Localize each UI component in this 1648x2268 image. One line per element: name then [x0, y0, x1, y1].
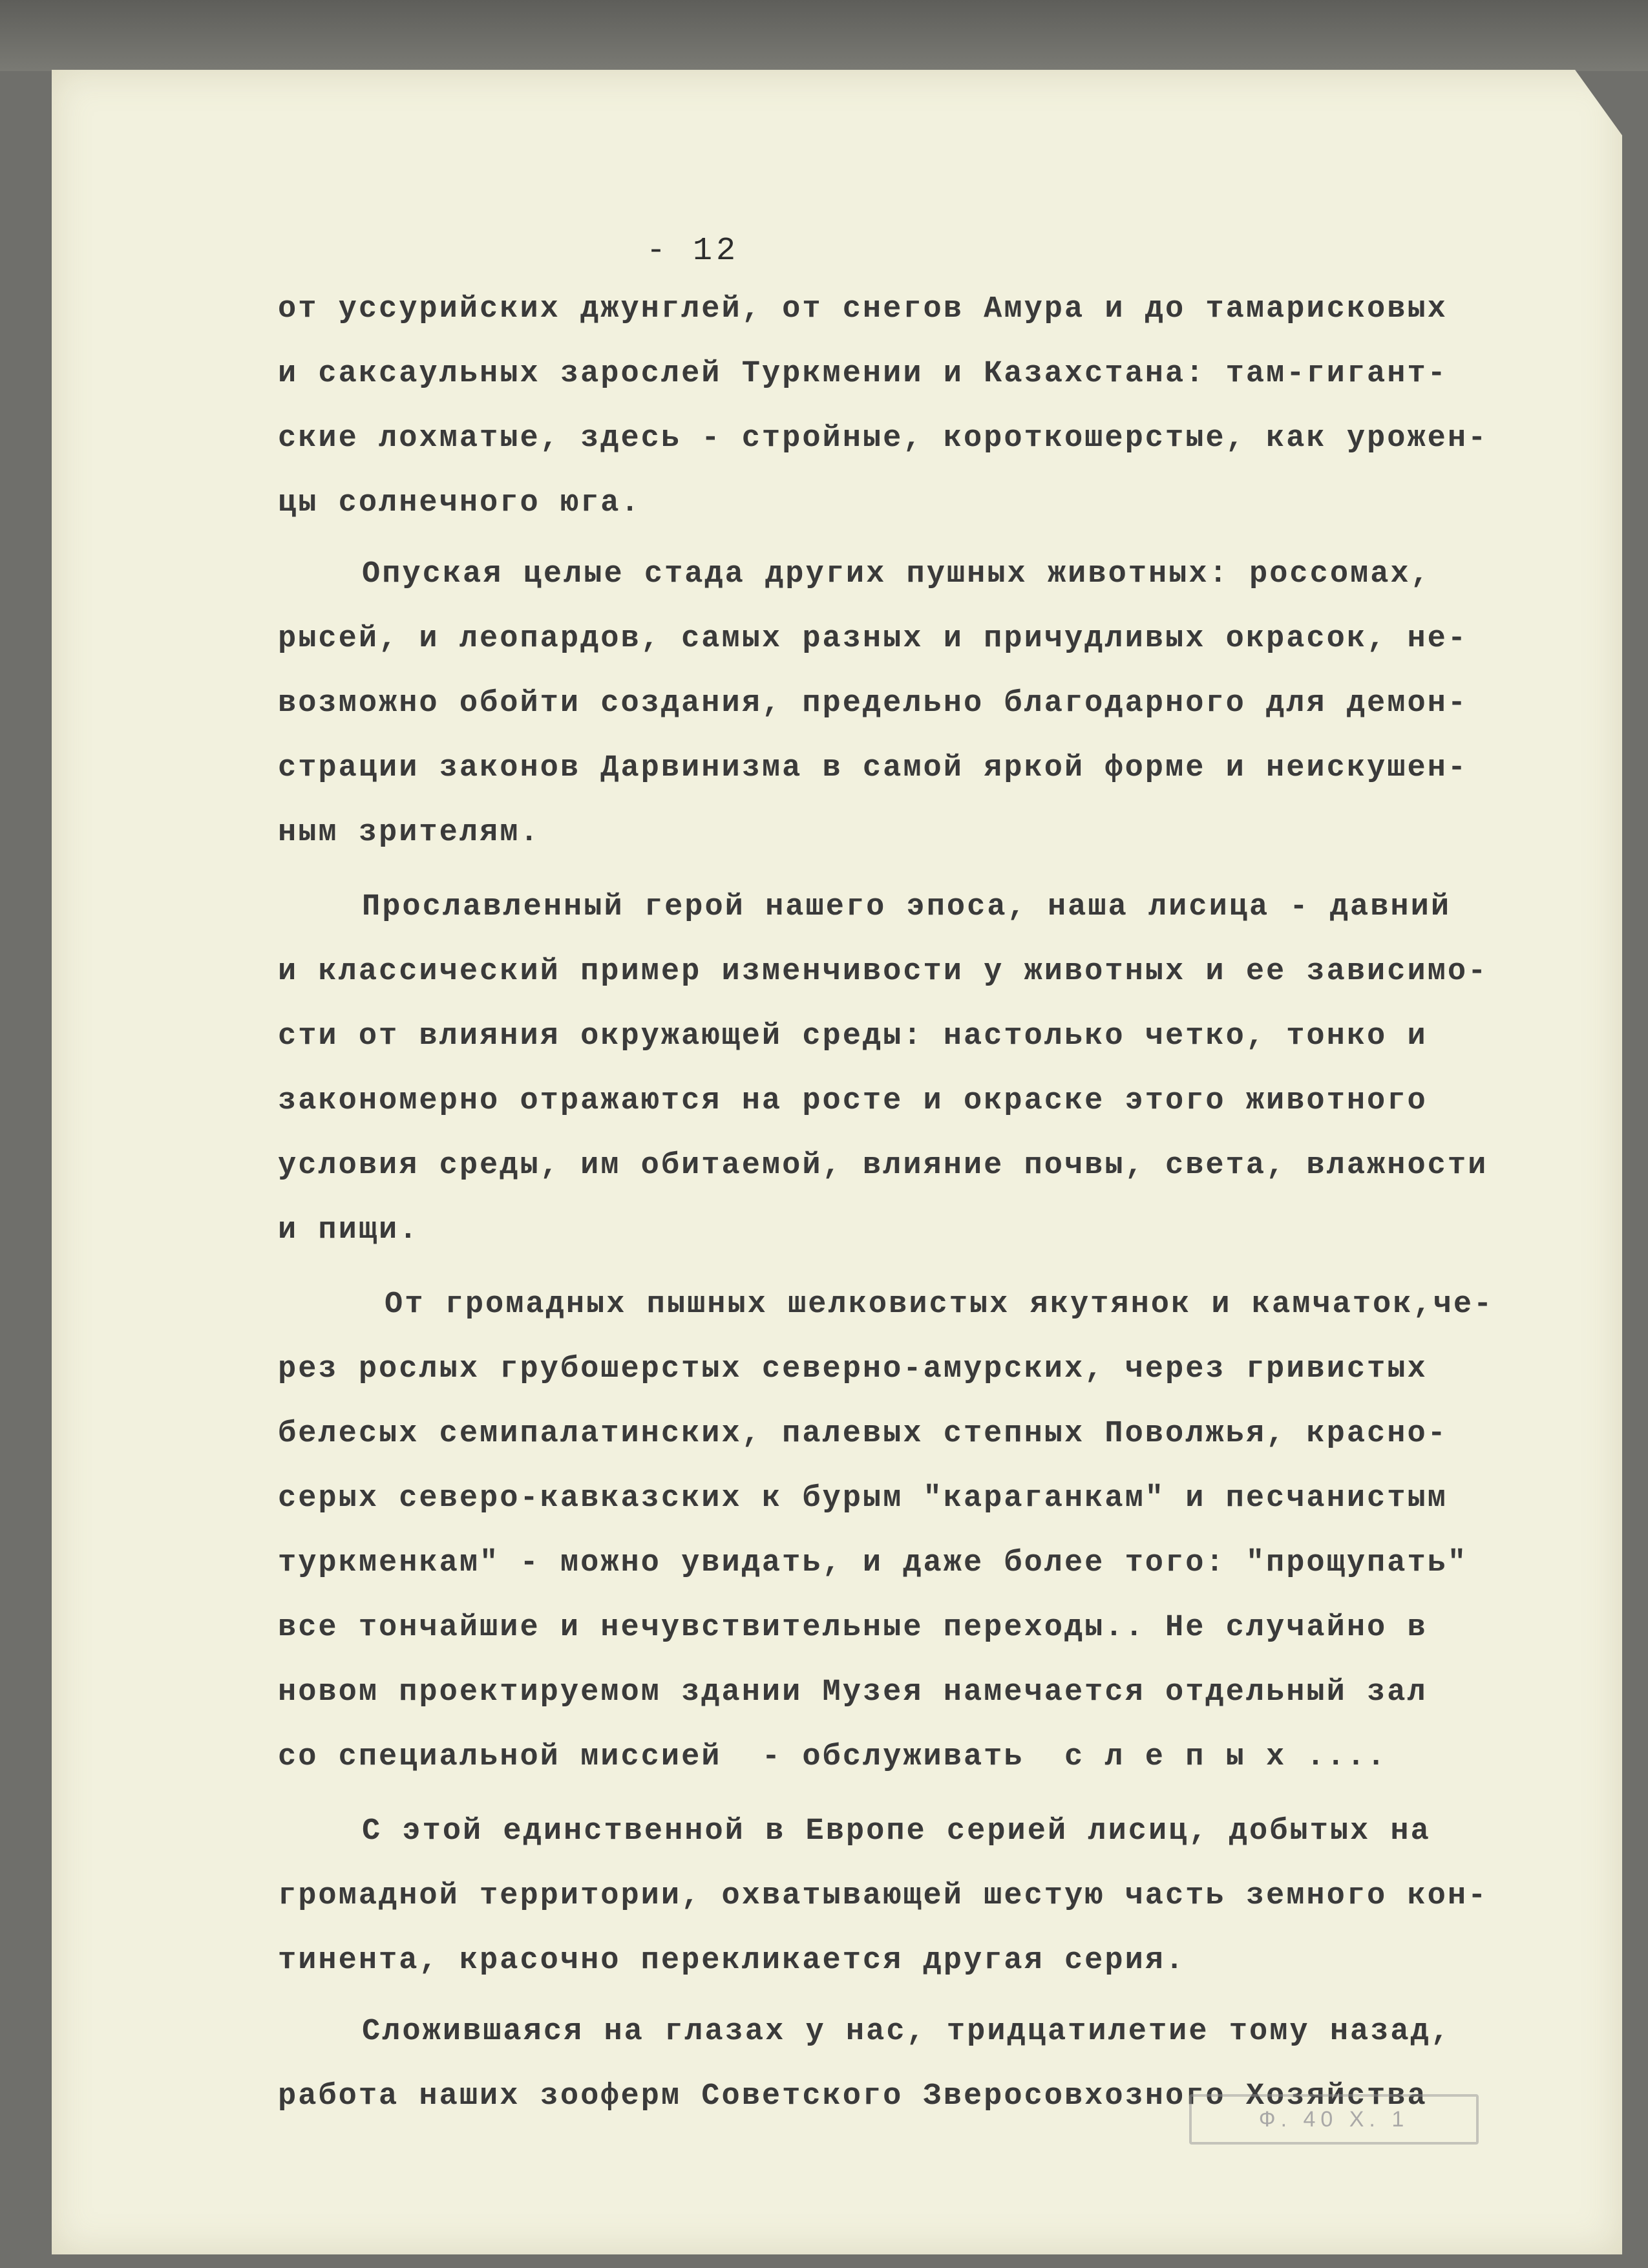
text-line: Опуская целые стада других пушных животных: россомах,	[362, 557, 1431, 591]
text-line: цы солнечного юга.	[278, 486, 641, 520]
text-line: со специальной миссией - обслуживать с л е п ы х ....	[278, 1740, 1388, 1774]
text-line: серых северо-кавказских к бурым "караганкам" и песчанистым	[278, 1481, 1448, 1516]
text-line: и классический пример изменчивости у животных и ее зависимо-	[278, 955, 1488, 989]
text-line: условия среды, им обитаемой, влияние почвы, света, влажности	[278, 1149, 1488, 1183]
text-line: громадной территории, охватывающей шестую часть земного кон-	[278, 1879, 1488, 1913]
page-number: - 12	[646, 233, 740, 270]
text-line: рез рослых грубошерстых северно-амурских, через гривистых	[278, 1352, 1428, 1386]
text-line: от уссурийских джунглей, от снегов Амура и до тамарисковых	[278, 292, 1448, 326]
text-line: С этой единственной в Европе серией лисиц, добытых на	[362, 1814, 1431, 1849]
text-line: страции законов Дарвинизма в самой яркой форме и неискушен-	[278, 751, 1468, 785]
stamp-text: Ф. 40 Х. 1	[1258, 2106, 1410, 2132]
text-line: белесых семипалатинских, палевых степных Поволжья, красно-	[278, 1417, 1448, 1451]
text-line: рысей, и леопардов, самых разных и причудливых окрасок, не-	[278, 622, 1468, 656]
text-line: сти от влияния окружающей среды: настолько четко, тонко и	[278, 1019, 1428, 1054]
text-line: туркменкам" - можно увидать, и даже более того: "прощупать"	[278, 1546, 1468, 1580]
text-line: возможно обойти создания, предельно благодарного для демон-	[278, 686, 1468, 721]
text-line: Прославленный герой нашего эпоса, наша лисица - давний	[362, 890, 1452, 924]
scan-background	[0, 0, 1648, 71]
text-line: новом проектируемом здании Музея намечается отдельный зал	[278, 1675, 1428, 1710]
archive-stamp	[1189, 2094, 1479, 2145]
text-line: закономерно отражаются на росте и окраске этого животного	[278, 1084, 1428, 1118]
text-line: ным зрителям.	[278, 816, 540, 850]
text-line: Сложившаяся на глазах у нас, тридцатилетие тому назад,	[362, 2015, 1452, 2049]
text-line: работа наших зооферм Советского Зверосовхозного Хозяйства	[278, 2079, 1428, 2114]
text-line: ские лохматые, здесь - стройные, короткошерстые, как урожен-	[278, 421, 1488, 456]
text-line: От громадных пышных шелковистых якутянок и камчаток,че-	[385, 1288, 1494, 1322]
text-line: все тончайшие и нечувствительные переходы.. Не случайно в	[278, 1611, 1428, 1645]
text-line: и саксаульных зарослей Туркмении и Казахстана: там-гигант-	[278, 357, 1448, 391]
text-line: тинента, красочно перекликается другая серия.	[278, 1944, 1186, 1978]
text-line: и пищи.	[278, 1213, 419, 1247]
